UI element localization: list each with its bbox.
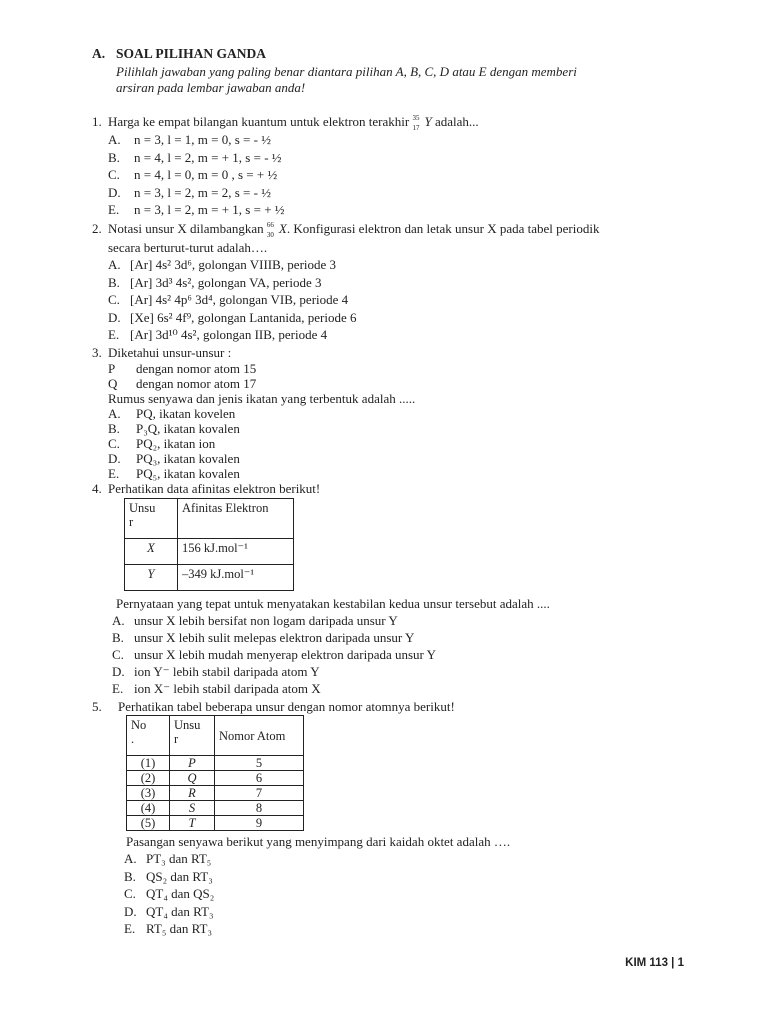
atom-cell-n: (1) bbox=[127, 756, 170, 771]
atom-cell-n: (4) bbox=[127, 801, 170, 816]
option-text: [Ar] 4s² 3d⁶, golongan VIIIB, periode 3 bbox=[130, 257, 337, 272]
affinity-table bbox=[124, 498, 294, 591]
page-footer: KIM 113 | 1 bbox=[625, 957, 684, 969]
affinity-row-unsur: Y bbox=[125, 565, 178, 591]
table-row bbox=[127, 816, 304, 831]
option-label: E. bbox=[112, 681, 124, 696]
q1-symbol: Y bbox=[424, 114, 432, 129]
option-label: A. bbox=[108, 406, 121, 421]
q2-mass-number: 66 bbox=[266, 221, 274, 229]
q2-text-pre: Notasi unsur X dilambangkan bbox=[108, 221, 264, 236]
atom-cell-u: P bbox=[170, 756, 215, 771]
section-title: SOAL PILIHAN GANDA bbox=[116, 46, 267, 61]
q1-text bbox=[108, 114, 479, 132]
option-text: PQ, ikatan kovelen bbox=[136, 406, 236, 421]
affinity-row-value: 156 kJ.mol⁻¹ bbox=[178, 539, 294, 565]
atomic-number-table bbox=[126, 715, 304, 831]
q3-q-text: dengan nomor atom 17 bbox=[136, 376, 257, 391]
q4-number: 4. bbox=[92, 481, 102, 496]
option-text: [Ar] 4s² 4p⁶ 3d⁴, golongan VIB, periode 4 bbox=[130, 292, 349, 307]
option-text: PQ₃, ikatan kovalen bbox=[136, 451, 240, 466]
option-text: unsur X lebih bersifat non logam daripada unsur Y bbox=[134, 613, 398, 628]
atom-header-unsur: Unsu r bbox=[170, 716, 215, 756]
option-label: B. bbox=[108, 421, 120, 436]
q1-text-pre: Harga ke empat bilangan kuantum untuk elektron terakhir bbox=[108, 114, 410, 129]
section-label: A. bbox=[92, 46, 106, 61]
option-text: n = 4, l = 0, m = 0 , s = + ½ bbox=[134, 167, 278, 182]
q2-number: 2. bbox=[92, 221, 102, 236]
q5-text: Perhatikan tabel beberapa unsur dengan nomor atomnya berikut! bbox=[118, 699, 455, 714]
affinity-row-value: –349 kJ.mol⁻¹ bbox=[178, 565, 294, 591]
option-text: QT₄ dan QS₂ bbox=[146, 886, 215, 901]
q5-number: 5. bbox=[92, 699, 102, 714]
option-label: B. bbox=[108, 149, 120, 165]
option-label: C. bbox=[108, 292, 120, 307]
atom-cell-n: (3) bbox=[127, 786, 170, 801]
q1-atomic-number: 17 bbox=[412, 124, 420, 132]
option-text: PQ₅, ikatan kovalen bbox=[136, 466, 240, 481]
option-label: D. bbox=[112, 664, 125, 679]
q2-nuclide bbox=[266, 221, 279, 239]
table-row bbox=[127, 771, 304, 786]
q3-number: 3. bbox=[92, 345, 102, 360]
option-label: B. bbox=[124, 868, 136, 884]
instruction-line-2: arsiran pada lembar jawaban anda! bbox=[116, 80, 306, 95]
option-text: QS₂ dan RT₃ bbox=[146, 868, 213, 884]
atom-cell-u: S bbox=[170, 801, 215, 816]
q5-question: Pasangan senyawa berikut yang menyimpang dari kaidah oktet adalah …. bbox=[126, 834, 511, 849]
q2-atomic-number: 30 bbox=[266, 231, 274, 239]
q2-text-line-2: secara berturut-turut adalah…. bbox=[108, 240, 268, 255]
atom-cell-a: 7 bbox=[215, 786, 304, 801]
option-label: B. bbox=[112, 630, 124, 645]
table-row bbox=[127, 786, 304, 801]
option-label: D. bbox=[108, 184, 121, 200]
atom-cell-a: 8 bbox=[215, 801, 304, 816]
option-text: n = 3, l = 2, m = + 1, s = + ½ bbox=[134, 202, 285, 217]
option-text: unsur X lebih mudah menyerap elektron daripada unsur Y bbox=[134, 647, 437, 662]
atom-cell-u: T bbox=[170, 816, 215, 831]
option-label: C. bbox=[124, 886, 136, 901]
option-label: A. bbox=[108, 257, 121, 272]
option-text: PT₃ dan RT₅ bbox=[146, 851, 212, 866]
option-label: E. bbox=[108, 327, 120, 342]
option-text: ion Y⁻ lebih stabil daripada atom Y bbox=[134, 664, 320, 679]
q3-question: Rumus senyawa dan jenis ikatan yang terbentuk adalah ..... bbox=[108, 391, 416, 406]
option-text: unsur X lebih sulit melepas elektron daripada unsur Y bbox=[134, 630, 415, 645]
option-text: [Ar] 3d¹⁰ 4s², golongan IIB, periode 4 bbox=[130, 327, 328, 342]
option-text: RT₅ dan RT₃ bbox=[146, 921, 212, 936]
atom-cell-u: R bbox=[170, 786, 215, 801]
q3-q-label: Q bbox=[108, 376, 118, 391]
option-text: P₃Q, ikatan kovalen bbox=[136, 421, 240, 436]
q1-number: 1. bbox=[92, 114, 102, 129]
option-label: E. bbox=[108, 466, 120, 481]
atom-cell-a: 9 bbox=[215, 816, 304, 831]
option-label: D. bbox=[108, 309, 121, 325]
affinity-row-unsur: X bbox=[125, 539, 178, 565]
atom-header-no: No . bbox=[127, 716, 170, 756]
q1-nuclide bbox=[412, 114, 424, 132]
option-label: D. bbox=[124, 903, 137, 919]
option-label: A. bbox=[112, 613, 125, 628]
option-text: [Xe] 6s² 4f⁹, golongan Lantanida, periode 6 bbox=[130, 309, 357, 325]
atom-cell-n: (2) bbox=[127, 771, 170, 786]
option-label: E. bbox=[124, 921, 136, 936]
q2-text bbox=[108, 221, 600, 239]
q3-text: Diketahui unsur-unsur : bbox=[108, 345, 232, 360]
atom-cell-a: 6 bbox=[215, 771, 304, 786]
q4-question: Pernyataan yang tepat untuk menyatakan kestabilan kedua unsur tersebut adalah .... bbox=[116, 596, 550, 611]
option-text: PQ₂, ikatan ion bbox=[136, 436, 216, 451]
atom-cell-n: (5) bbox=[127, 816, 170, 831]
affinity-header-value: Afinitas Elektron bbox=[178, 499, 294, 539]
option-label: C. bbox=[108, 167, 120, 182]
option-label: D. bbox=[108, 451, 121, 466]
instruction-line-1: Pilihlah jawaban yang paling benar diantara pilihan A, B, C, D atau E dengan memberi bbox=[116, 64, 577, 79]
q4-text: Perhatikan data afinitas elektron berikut! bbox=[108, 481, 321, 496]
q3-p-label: P bbox=[108, 361, 116, 376]
atom-cell-u: Q bbox=[170, 771, 215, 786]
option-label: C. bbox=[108, 436, 120, 451]
option-label: C. bbox=[112, 647, 124, 662]
option-label: A. bbox=[124, 851, 137, 866]
table-row bbox=[127, 801, 304, 816]
option-label: E. bbox=[108, 202, 120, 217]
q1-mass-number: 35 bbox=[412, 114, 420, 122]
option-text: ion X⁻ lebih stabil daripada atom X bbox=[134, 681, 321, 696]
affinity-header-unsur: Unsu r bbox=[125, 499, 178, 539]
option-label: A. bbox=[108, 132, 121, 147]
option-text: n = 4, l = 2, m = + 1, s = - ½ bbox=[134, 149, 282, 165]
table-row bbox=[127, 756, 304, 771]
atom-cell-a: 5 bbox=[215, 756, 304, 771]
option-text: n = 3, l = 2, m = 2, s = - ½ bbox=[134, 184, 271, 200]
option-label: B. bbox=[108, 274, 120, 290]
option-text: [Ar] 3d³ 4s², golongan VA, periode 3 bbox=[130, 274, 322, 290]
q1-text-post: adalah... bbox=[434, 114, 479, 129]
option-text: QT₄ dan RT₃ bbox=[146, 903, 214, 919]
atom-header-number: Nomor Atom bbox=[215, 716, 304, 756]
q2-text-post: . Konfigurasi elektron dan letak unsur X pada tabel periodik bbox=[286, 221, 600, 236]
q3-p-text: dengan nomor atom 15 bbox=[136, 361, 257, 376]
option-text: n = 3, l = 1, m = 0, s = - ½ bbox=[134, 132, 271, 147]
q2-symbol: X bbox=[278, 221, 287, 236]
